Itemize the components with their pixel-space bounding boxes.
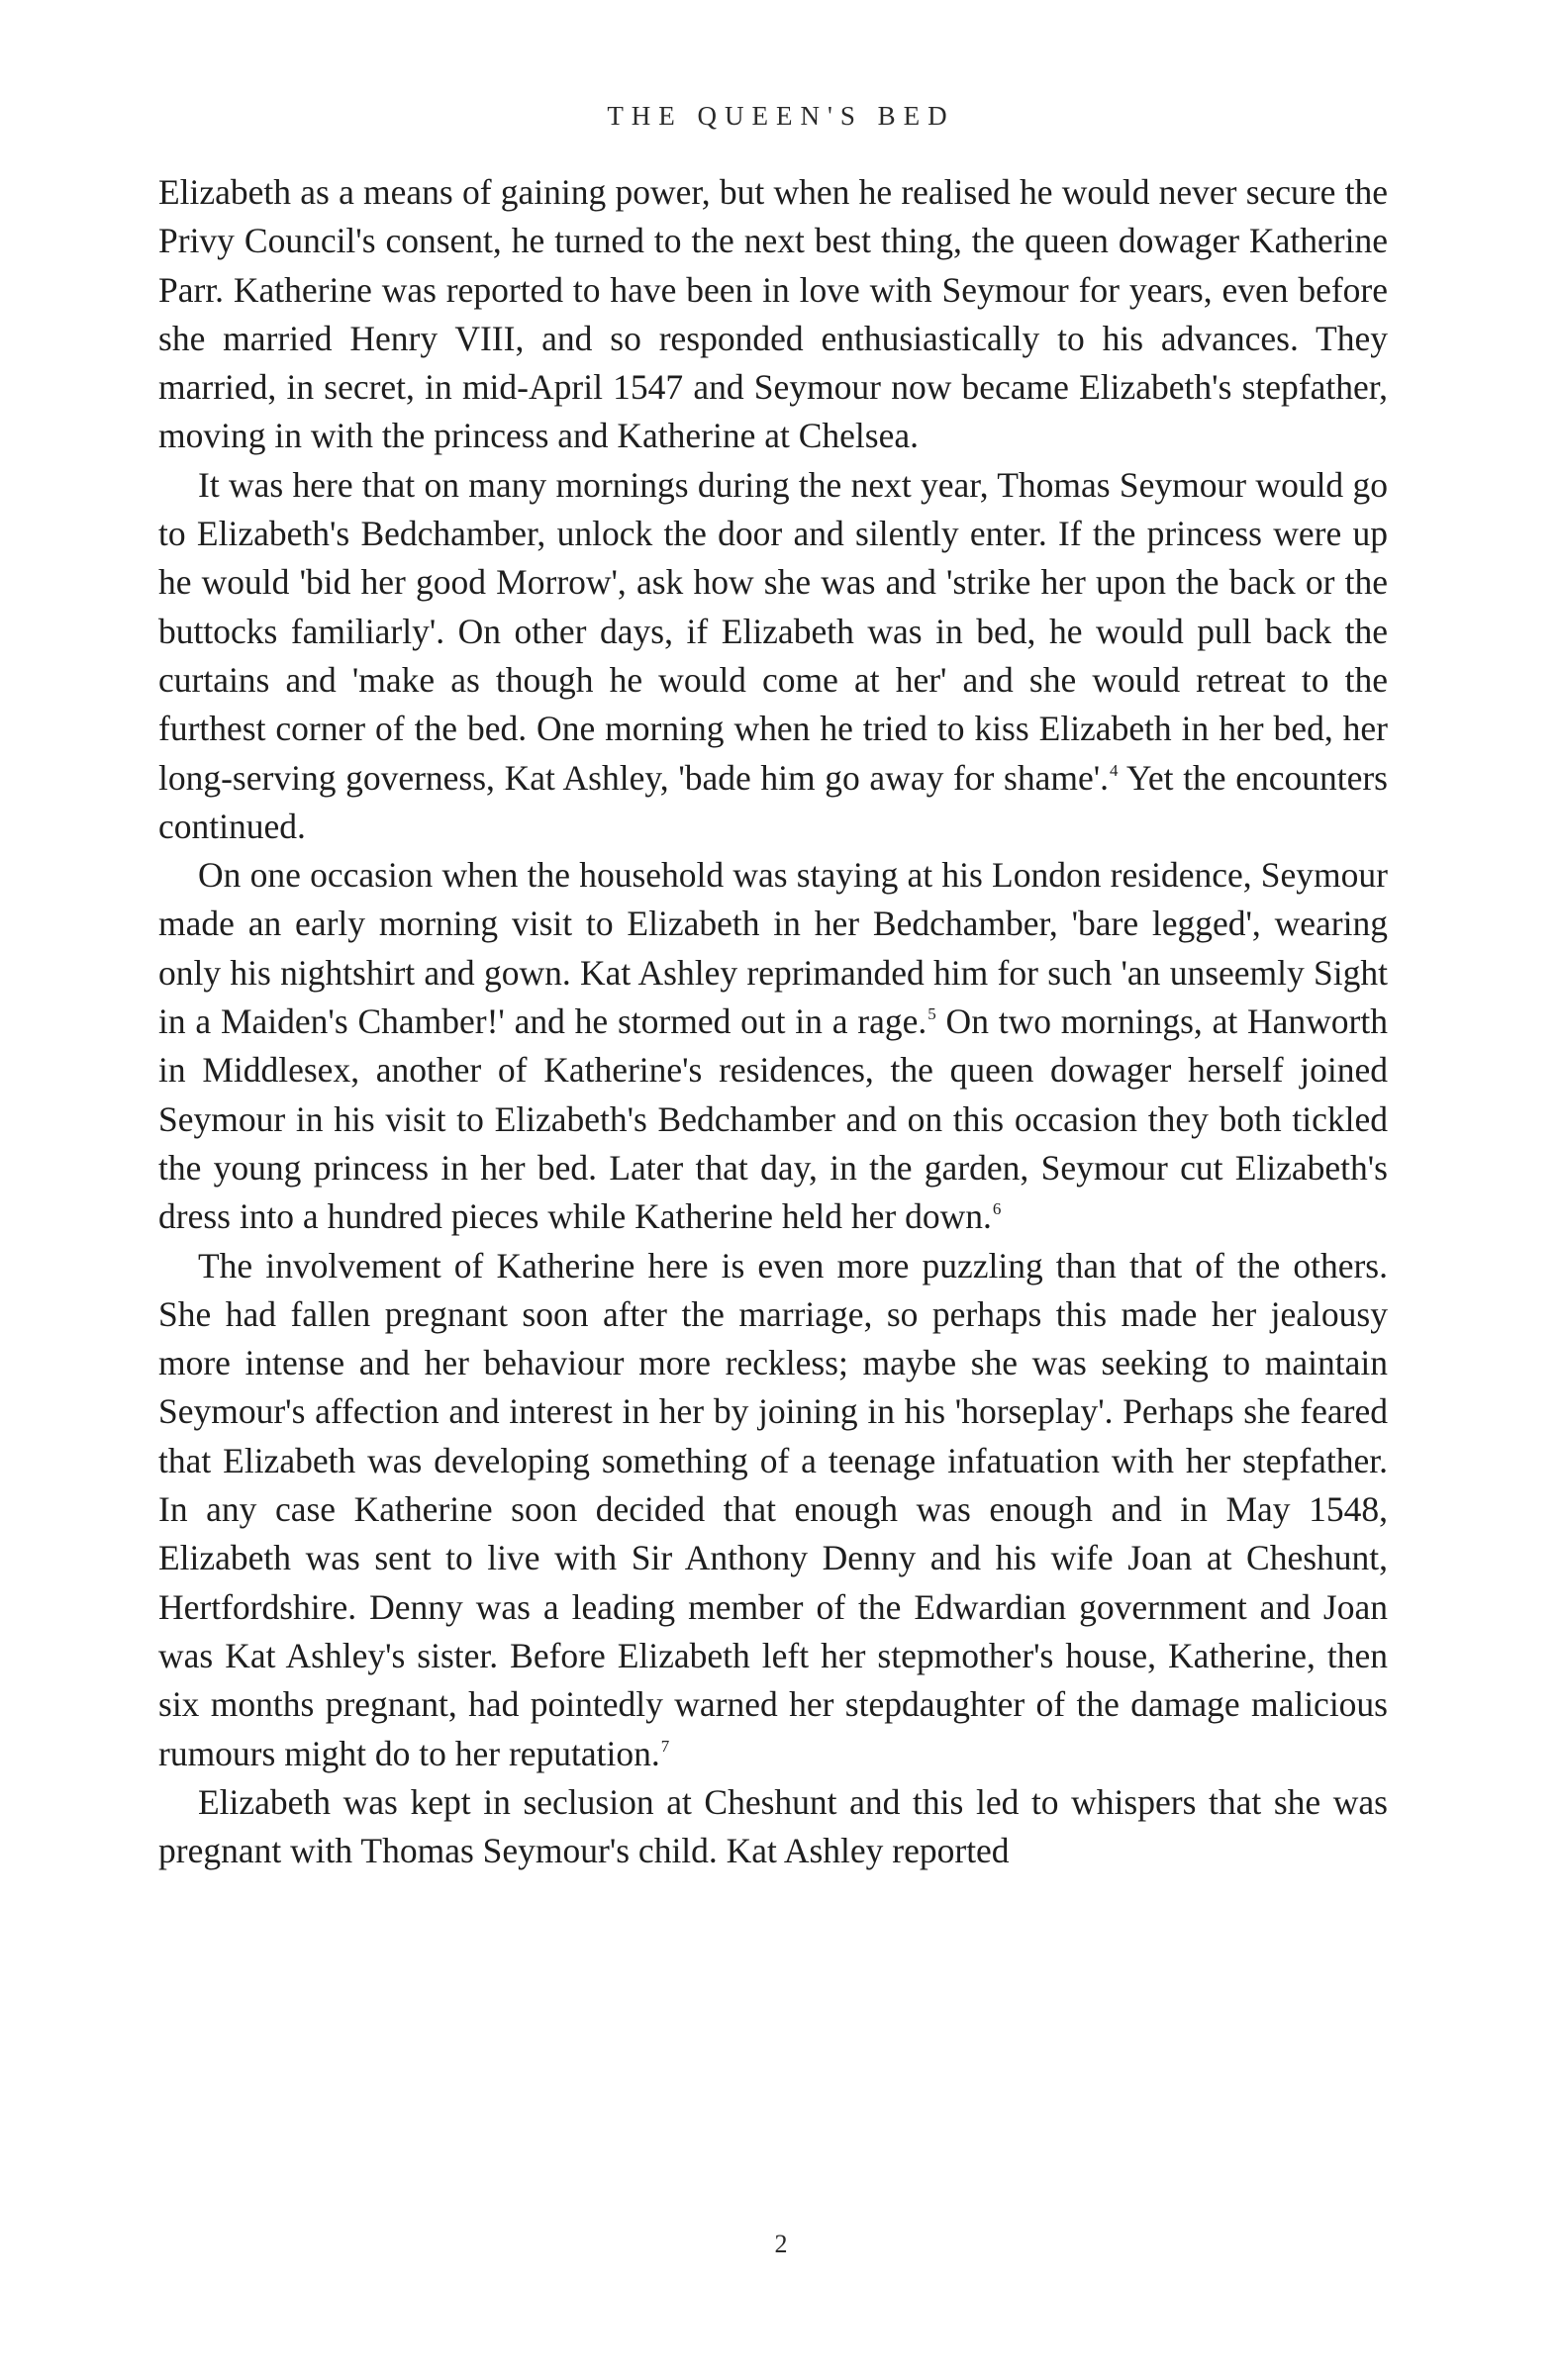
footnote-reference: 5 [927, 1004, 936, 1024]
body-text [158, 168, 1388, 1875]
paragraph-1 [158, 168, 1388, 461]
footnote-reference: 6 [992, 1199, 1002, 1219]
paragraph-3 [158, 851, 1388, 1241]
paragraph-text: It was here that on many mornings during the next year, Thomas Seymour would go to Elizabeth's Bedchamber, unlock the door and silently enter. If the princess were up he would 'bid her good Morrow', ask how she was and 'strike her upon the back or the buttocks familiarly'. On other days, if Elizabeth was in bed, he would pull back the curtains and 'make as though he would come at her' and she would retreat to the furthest corner of the bed. One morning when he tried to kiss Elizabeth in her bed, her long-serving governess, Kat Ashley, 'bade him go away for shame'. [158, 464, 1388, 798]
paragraph-text: Yet the encounters continued. [158, 757, 1388, 846]
paragraph-text: On two mornings, at Hanworth in Middlesex, another of Katherine's residences, the queen dowager herself joined Seymour in his visit to Elizabeth's Bedchamber and on this occasion they both tickled the young princess in her bed. Later that day, in the garden, Seymour cut Elizabeth's dress into a hundred pieces while Katherine held her down. [158, 1001, 1388, 1237]
footnote-reference: 4 [1110, 760, 1119, 780]
paragraph-5 [158, 1778, 1388, 1876]
paragraph-text: On one occasion when the household was staying at his London residence, Seymour made an early morning visit to Elizabeth in her Bedchamber, 'bare legged', wearing only his nightshirt and gown. Kat Ashley reprimanded him for such 'an unseemly Sight in a Maiden's Chamber!' and he stormed out in a rage. [158, 855, 1388, 1042]
paragraph-4 [158, 1242, 1388, 1778]
paragraph-text: Elizabeth was kept in seclusion at Cheshunt and this led to whispers that she was pregnant with Thomas Seymour's child. Kat Ashley reported [158, 1781, 1388, 1871]
page-number: 2 [774, 2230, 788, 2258]
footnote-reference: 7 [660, 1736, 670, 1756]
paragraph-2 [158, 461, 1388, 851]
running-head: THE QUEEN'S BED [607, 101, 955, 131]
paragraph-text: Elizabeth as a means of gaining power, but when he realised he would never secure the Privy Council's consent, he turned to the next best thing, the queen dowager Katherine Parr. Katherine was reported to have been in love with Seymour for years, even before she married Henry VIII, and so responded enthusiastically to his advances. They married, in secret, in mid-April 1547 and Seymour now became Elizabeth's stepfather, moving in with the princess and Katherine at Chelsea. [158, 172, 1388, 456]
paragraph-text: The involvement of Katherine here is even more puzzling than that of the others. She had fallen pregnant soon after the marriage, so perhaps this made her jealousy more intense and her behaviour more reckless; maybe she was seeking to maintain Seymour's affection and interest in her by joining in his 'horseplay'. Perhaps she feared that Elizabeth was developing something of a teenage infatuation with her stepfather. In any case Katherine soon decided that enough was enough and in May 1548, Elizabeth was sent to live with Sir Anthony Denny and his wife Joan at Cheshunt, Hertfordshire. Denny was a leading member of the Edwardian government and Joan was Kat Ashley's sister. Before Elizabeth left her stepmother's house, Katherine, then six months pregnant, had pointedly warned her stepdaughter of the damage malicious rumours might do to her reputation. [158, 1245, 1388, 1773]
